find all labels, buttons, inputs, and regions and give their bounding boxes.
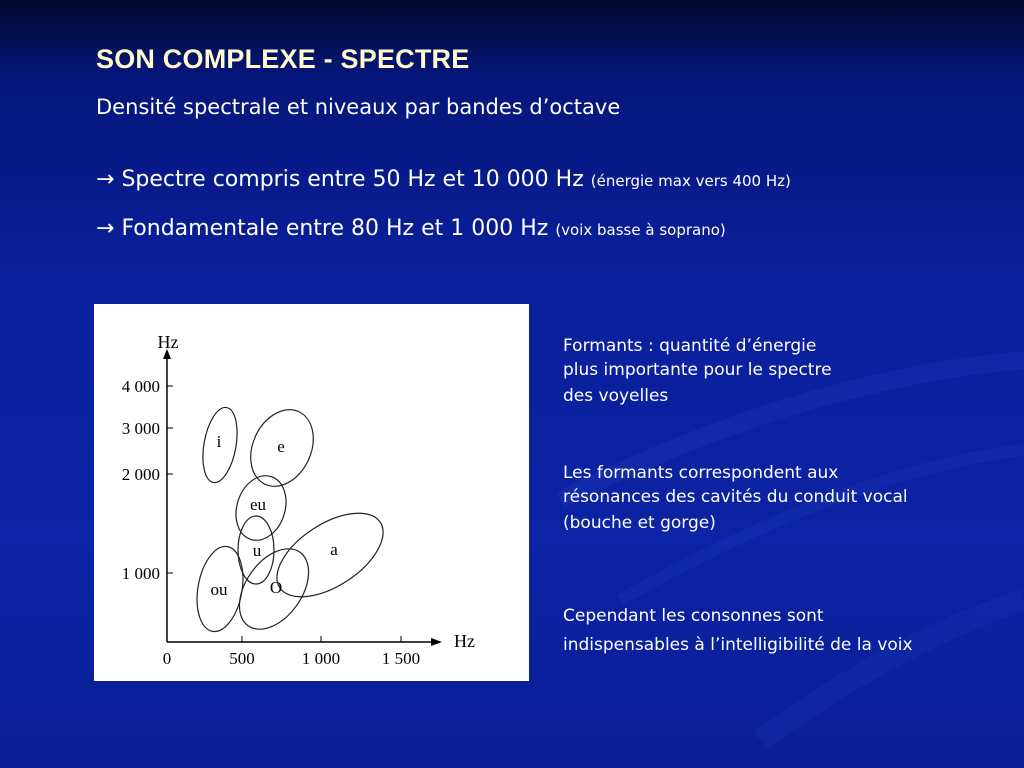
text-line: Formants : quantité d’énergie — [563, 336, 817, 356]
formant-chart — [94, 304, 529, 681]
bullet-text: Fondamentale entre 80 Hz et 1 000 Hz — [121, 216, 549, 241]
y-tick-label: 1 000 — [121, 564, 160, 583]
y-tick-label: 2 000 — [121, 465, 160, 484]
formant-label-eu: eu — [249, 495, 267, 514]
slide-subtitle: Densité spectrale et niveaux par bandes d’octave — [96, 95, 621, 119]
formant-chart-svg — [94, 304, 529, 681]
formants-definition — [563, 334, 832, 411]
text-line: des voyelles — [563, 386, 669, 406]
y-axis-label: Hz — [157, 332, 179, 352]
x-tick-label: 500 — [229, 649, 255, 668]
text-line: (bouche et gorge) — [563, 513, 716, 533]
formant-label-ou: ou — [210, 580, 228, 599]
bullet-text: Spectre compris entre 50 Hz et 10 000 Hz — [121, 167, 584, 192]
bullet-spectrum — [96, 167, 791, 192]
x-tick-label: 1 500 — [381, 649, 421, 668]
text-line: Cependant les consonnes sont — [563, 606, 824, 626]
formant-label-i: i — [216, 432, 222, 451]
arrow-right-icon: → — [96, 167, 115, 192]
slide-title: SON COMPLEXE - SPECTRE — [96, 44, 470, 74]
formant-label-u: u — [252, 541, 262, 560]
bullet-note: (énergie max vers 400 Hz) — [590, 172, 791, 190]
consonants-note — [563, 602, 913, 660]
x-axis-label: Hz — [454, 631, 475, 651]
text-line: plus importante pour le spectre — [563, 360, 832, 380]
text-line: indispensables à l’intelligibilité de la voix — [563, 635, 913, 655]
formant-label-O: O — [269, 578, 283, 597]
x-tick-label: 1 000 — [301, 649, 341, 668]
y-tick-label: 3 000 — [121, 419, 160, 438]
formant-label-a: a — [330, 540, 338, 559]
text-line: résonances des cavités du conduit vocal — [563, 487, 908, 507]
bullet-fundamental — [96, 216, 726, 241]
x-axis-arrow — [431, 638, 442, 646]
y-tick-label: 4 000 — [121, 377, 160, 396]
arrow-right-icon: → — [96, 216, 115, 241]
x-tick-label: 0 — [162, 649, 172, 668]
bullet-note: (voix basse à soprano) — [555, 221, 726, 239]
text-line: Les formants correspondent aux — [563, 463, 839, 483]
formants-resonance — [563, 461, 908, 538]
formant-label-e: e — [277, 437, 285, 456]
